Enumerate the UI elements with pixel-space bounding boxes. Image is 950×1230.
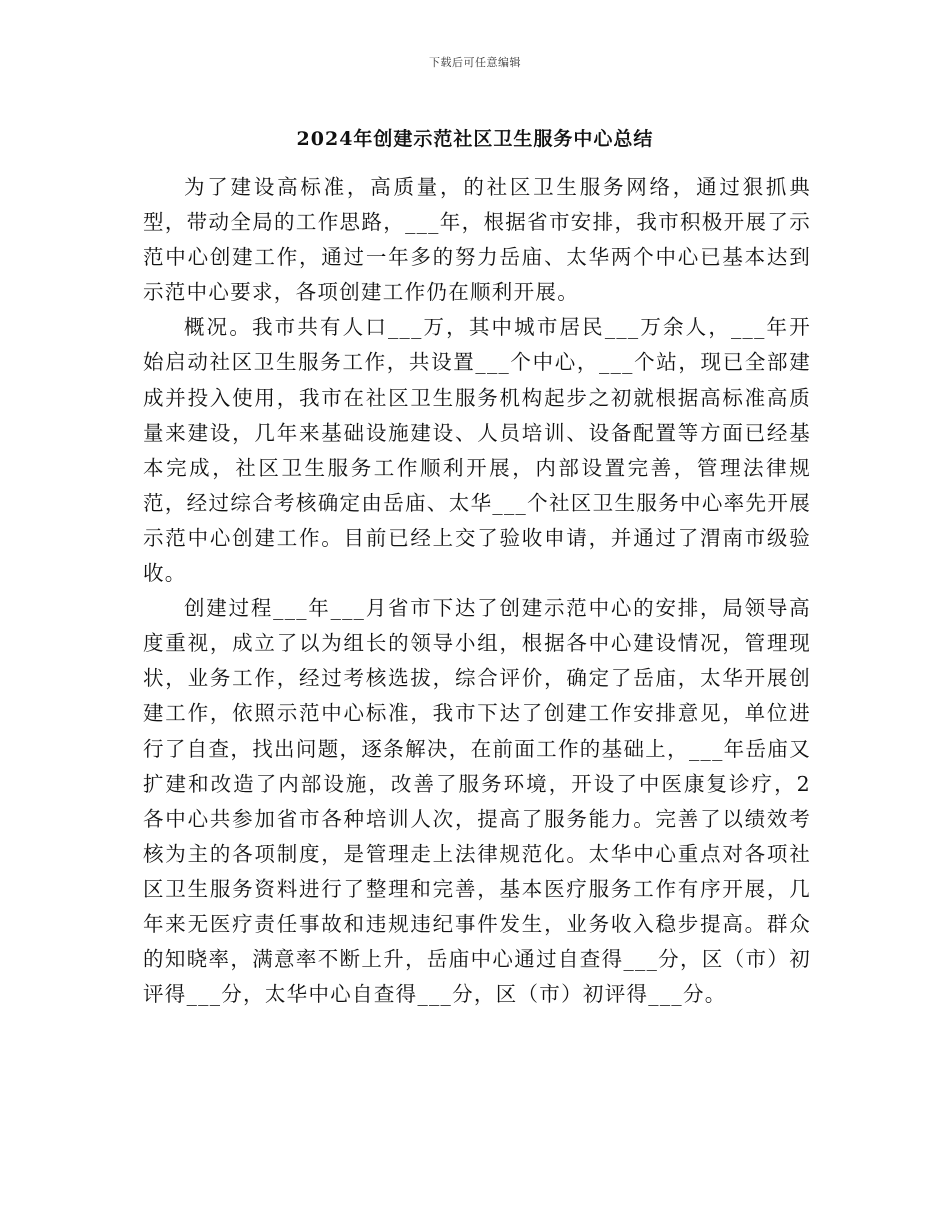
- document-body: [143, 170, 811, 1012]
- paragraph-process: 创建过程___年___月省市下达了创建示范中心的安排，局领导高度重视，成立了以为组长的领导小组，根据各中心建设情况，管理现状，业务工作，经过考核选拔，综合评价，确定了岳庙，太华开展创建工作，依照示范中心标准，我市下达了创建工作安排意见，单位进行了自查，找出问题，逐条解决，在前面工作的基础上，___年岳庙又扩建和改造了内部设施，改善了服务环境，开设了中医康复诊疗，2各中心共参加省市各种培训人次，提高了服务能力。完善了以绩效考核为主的各项制度，是管理走上法律规范化。太华中心重点对各项社区卫生服务资料进行了整理和完善，基本医疗服务工作有序开展，几年来无医疗责任事故和违规违纪事件发生，业务收入稳步提高。群众的知晓率，满意率不断上升，岳庙中心通过自查得___分，区（市）初评得___分，太华中心自查得___分，区（市）初评得___分。: [143, 596, 811, 1007]
- header-note: 下载后可任意编辑: [429, 56, 521, 69]
- paragraph-intro: 为了建设高标准，高质量，的社区卫生服务网络，通过狠抓典型，带动全局的工作思路，___年，根据省市安排，我市积极开展了示范中心创建工作，通过一年多的努力岳庙、太华两个中心已基本达到示范中心要求，各项创建工作仍在顺利开展。: [143, 175, 811, 305]
- paragraph-overview: 概况。我市共有人口___万，其中城市居民___万余人，___年开始启动社区卫生服务工作，共设置___个中心，___个站，现已全部建成并投入使用，我市在社区卫生服务机构起步之初就根据高标准高质量来建设，几年来基础设施建设、人员培训、设备配置等方面已经基本完成，社区卫生服务工作顺利开展，内部设置完善，管理法律规范，经过综合考核确定由岳庙、太华___个社区卫生服务中心率先开展示范中心创建工作。目前已经上交了验收申请，并通过了渭南市级验收。: [143, 315, 811, 586]
- document-title: 2024年创建示范社区卫生服务中心总结: [296, 128, 654, 150]
